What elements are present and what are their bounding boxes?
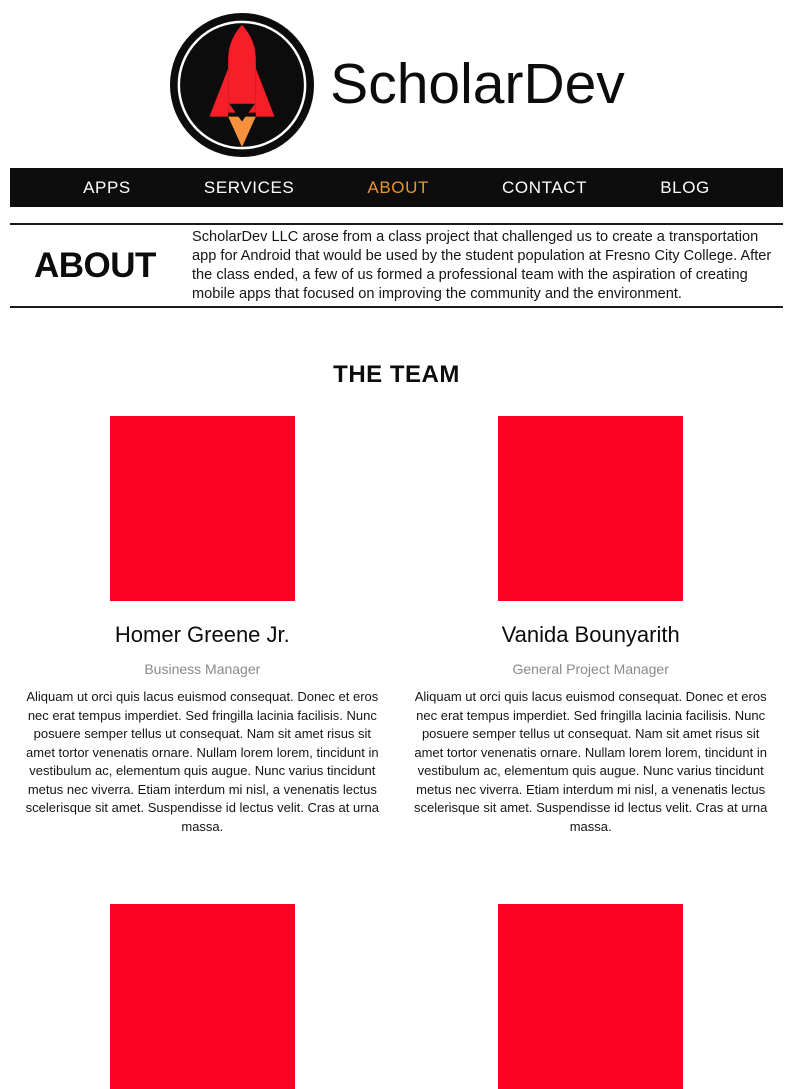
about-body-text: ScholarDev LLC arose from a class project that challenged us to create a transportation app for Android that would be used by the student population at Fresno City College. After the class ended, a few of us formed a professional team with the aspiration of creating mobile apps that focused on improving the community and the environment. bbox=[192, 229, 772, 302]
nav-item-about[interactable]: ABOUT bbox=[367, 177, 429, 197]
member-name: Homer Greene Jr. bbox=[114, 622, 290, 647]
team-heading: THE TEAM bbox=[333, 361, 460, 388]
member-photo bbox=[110, 904, 295, 1089]
team-member-card bbox=[16, 904, 388, 1089]
team-grid-row-2 bbox=[0, 904, 793, 1089]
member-photo bbox=[110, 416, 295, 601]
member-name: Vanida Bounyarith bbox=[501, 622, 680, 647]
main-nav bbox=[10, 168, 783, 207]
site-header bbox=[0, 0, 793, 168]
team-grid-row-1 bbox=[0, 416, 793, 836]
team-member-card bbox=[405, 904, 777, 1089]
nav-item-contact[interactable]: CONTACT bbox=[502, 177, 588, 197]
member-bio: Aliquam ut orci quis lacus euismod consequat. Donec et eros nec erat tempus imperdiet. Sed fringilla lacinia facilisis. Nunc posuere semper tellus ut consequat. Nam sit amet risus sit amet tortor venenatis ornare. Nullam lorem lorem, tincidunt in vestibulum ac, elementum quis augue. Nunc varius tincidunt metus nec viverra. Etiam interdum mi nisl, a venenatis lectus scelerisque sit amet. Suspendisse id lectus velit. Cras at urna massa. bbox=[25, 689, 379, 834]
team-section bbox=[0, 361, 793, 1089]
site-title: ScholarDev bbox=[330, 51, 625, 116]
member-bio: Aliquam ut orci quis lacus euismod consequat. Donec et eros nec erat tempus imperdiet. Sed fringilla lacinia facilisis. Nunc posuere semper tellus ut consequat. Nam sit amet risus sit amet tortor venenatis ornare. Nullam lorem lorem, tincidunt in vestibulum ac, elementum quis augue. Nunc varius tincidunt metus nec viverra. Etiam interdum mi nisl, a venenatis lectus scelerisque sit amet. Suspendisse id lectus velit. Cras at urna massa. bbox=[413, 689, 768, 834]
nav-item-blog[interactable]: BLOG bbox=[660, 177, 710, 197]
rocket-logo-icon bbox=[168, 11, 316, 159]
member-photo bbox=[498, 416, 683, 601]
nav-item-services[interactable]: SERVICES bbox=[203, 177, 295, 197]
about-section bbox=[10, 223, 783, 308]
about-heading: ABOUT bbox=[34, 246, 156, 285]
member-role: Business Manager bbox=[144, 661, 261, 677]
team-member-card bbox=[405, 416, 777, 836]
nav-item-apps[interactable]: APPS bbox=[83, 177, 131, 197]
member-photo bbox=[498, 904, 683, 1089]
member-role: General Project Manager bbox=[512, 661, 669, 677]
team-member-card bbox=[16, 416, 388, 836]
